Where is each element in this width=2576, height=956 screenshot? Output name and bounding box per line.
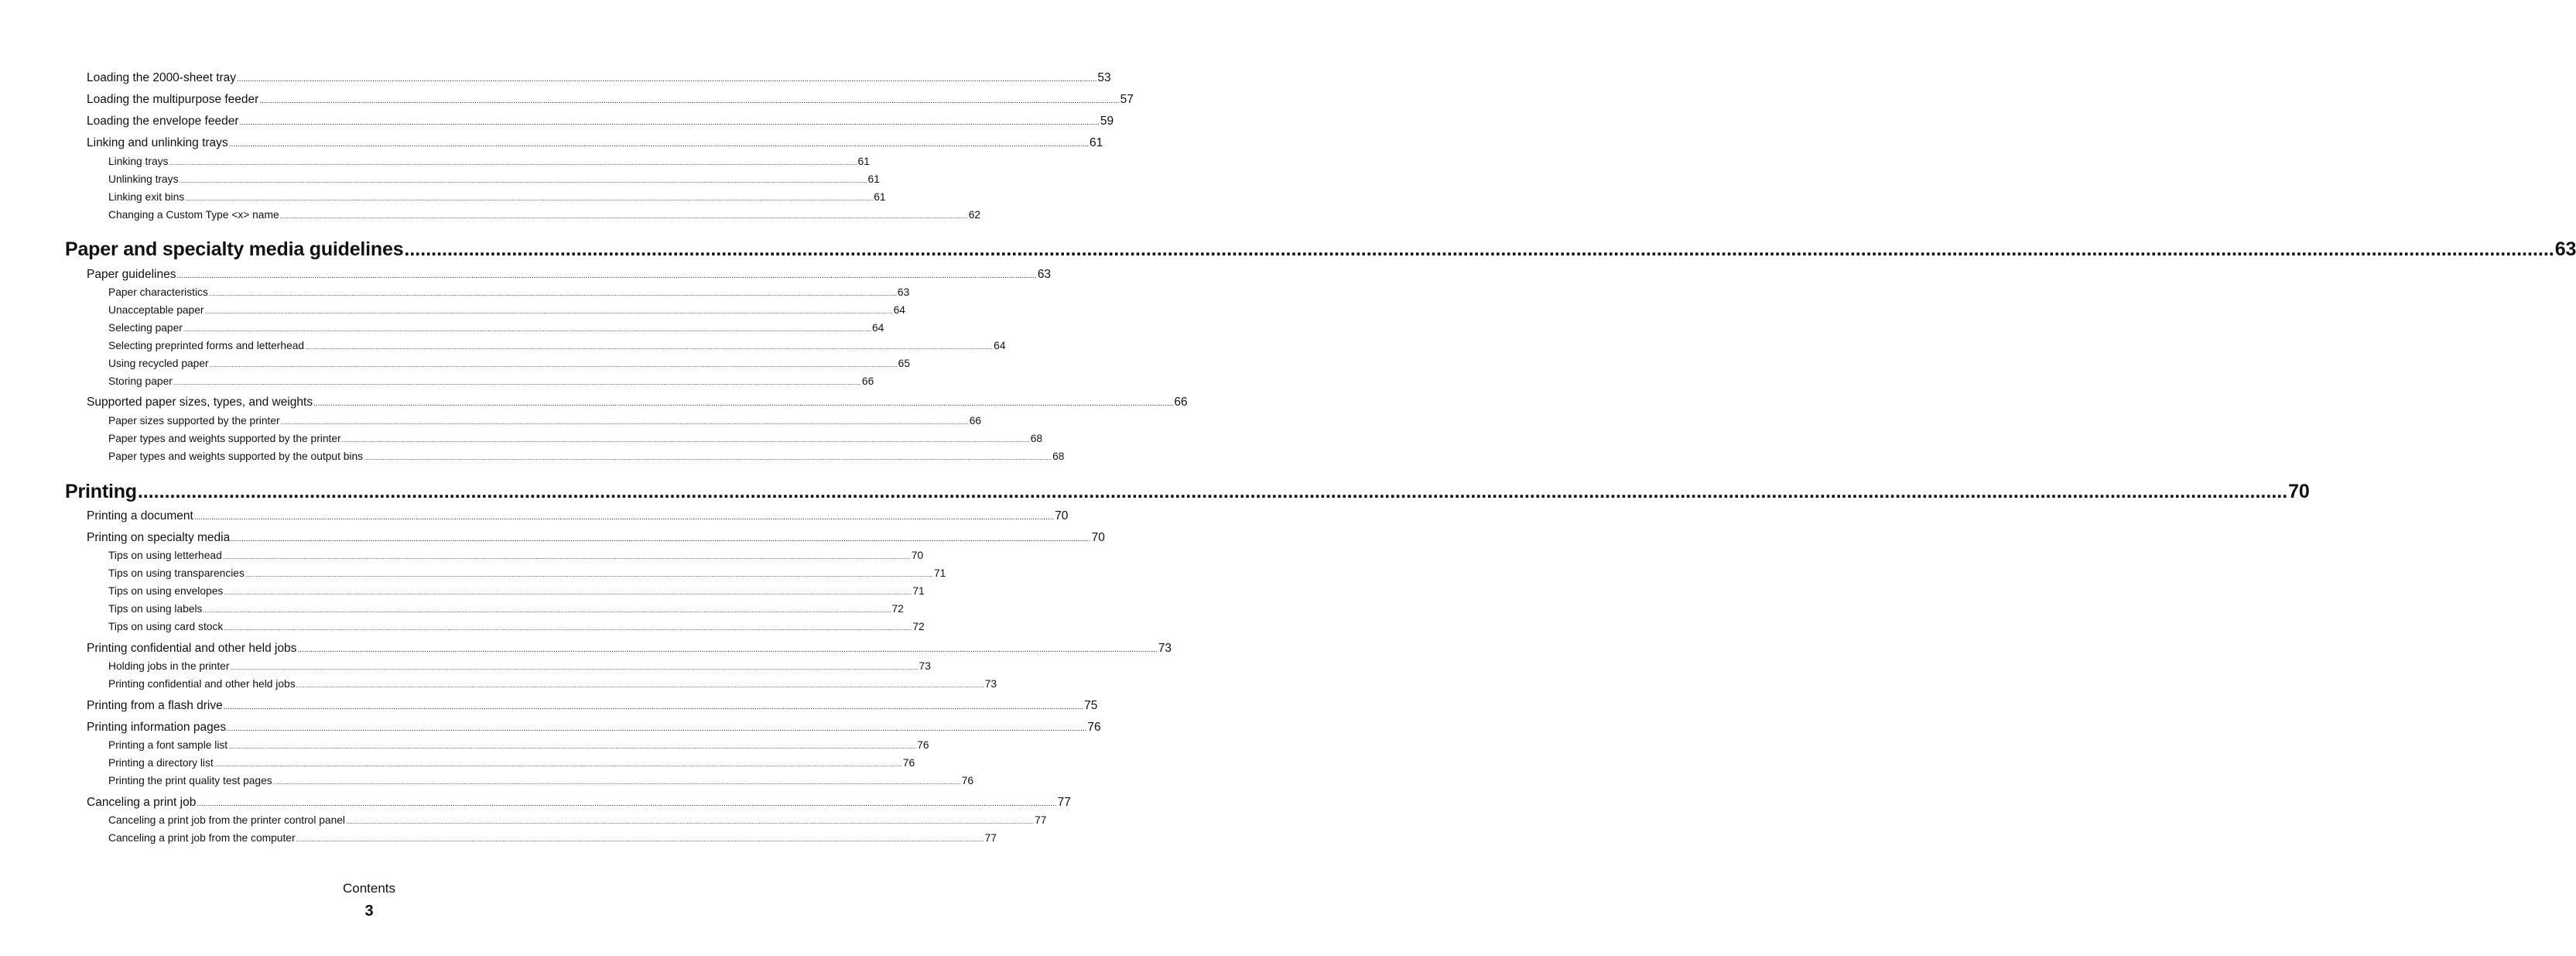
toc-dot-leader: ................................................................................................................................................................................................................................................................................................................................................................................................................ — [296, 682, 984, 689]
toc-dot-leader: ................................................................................................................................................................................................................................................................................................................................................................................................................ — [203, 607, 891, 614]
toc-entry-page: 66 — [969, 415, 982, 427]
toc-entry-title: Unlinking trays — [108, 173, 179, 185]
toc-entry[interactable] — [108, 756, 915, 771]
toc-entry[interactable] — [87, 135, 1103, 152]
toc-entry-page: 59 — [1100, 115, 1114, 128]
toc-entry[interactable] — [108, 566, 946, 581]
toc-entry[interactable] — [87, 394, 1188, 411]
toc-dot-leader: ................................................................................................................................................................................................................................................................................................................................................................................................................ — [193, 513, 1055, 522]
footer-section-label: Contents — [342, 881, 396, 896]
toc-dot-leader: ................................................................................................................................................................................................................................................................................................................................................................................................................ — [341, 437, 1030, 444]
toc-entry[interactable] — [108, 601, 904, 617]
toc-entry-page: 66 — [861, 375, 874, 387]
toc-entry-title: Printing a directory list — [108, 757, 214, 769]
toc-dot-leader: ................................................................................................................................................................................................................................................................................................................................................................................................................ — [137, 481, 2288, 502]
toc-dot-leader: ................................................................................................................................................................................................................................................................................................................................................................................................................ — [222, 553, 911, 560]
toc-entry[interactable] — [108, 154, 870, 170]
toc-entry-title: Holding jobs in the printer — [108, 660, 230, 672]
toc-dot-leader: ................................................................................................................................................................................................................................................................................................................................................................................................................ — [176, 272, 1037, 280]
toc-dot-leader: ................................................................................................................................................................................................................................................................................................................................................................................................................ — [237, 75, 1097, 84]
toc-entry[interactable] — [108, 659, 931, 674]
toc-entry-page: 68 — [1030, 433, 1043, 444]
toc-entry-page: 70 — [1055, 509, 1069, 523]
toc-entry-page: 73 — [1158, 642, 1172, 655]
toc-entry[interactable] — [87, 266, 1052, 283]
toc-dot-leader: ................................................................................................................................................................................................................................................................................................................................................................................................................ — [280, 419, 969, 426]
toc-dot-leader: ................................................................................................................................................................................................................................................................................................................................................................................................................ — [185, 195, 874, 202]
toc-entry-title: Tips on using letterhead — [108, 550, 222, 561]
toc-dot-leader: ................................................................................................................................................................................................................................................................................................................................................................................................................ — [313, 399, 1174, 408]
toc-entry-page: 72 — [891, 603, 904, 615]
toc-entry-title: Loading the envelope feeder — [87, 115, 239, 128]
toc-entry[interactable] — [108, 338, 1006, 354]
toc-entry[interactable] — [108, 584, 925, 599]
toc-dot-leader: ................................................................................................................................................................................................................................................................................................................................................................................................................ — [346, 818, 1035, 825]
toc-entry-page: 72 — [912, 621, 925, 632]
toc-dot-leader: ................................................................................................................................................................................................................................................................................................................................................................................................................ — [297, 646, 1158, 654]
toc-entry-page: 77 — [1057, 796, 1071, 809]
toc-entry-page: 64 — [871, 322, 884, 334]
toc-entry-page: 61 — [867, 173, 880, 185]
toc-dot-leader: ................................................................................................................................................................................................................................................................................................................................................................................................................ — [179, 177, 867, 184]
toc-entry[interactable] — [108, 303, 905, 318]
toc-dot-leader: ................................................................................................................................................................................................................................................................................................................................................................................................................ — [224, 625, 912, 632]
toc-dot-leader: ................................................................................................................................................................................................................................................................................................................................................................................................................ — [305, 344, 994, 351]
footer-page-number: 3 — [364, 903, 374, 920]
toc-entry-title: Selecting preprinted forms and letterhead — [108, 340, 305, 351]
toc-dot-leader: ................................................................................................................................................................................................................................................................................................................................................................................................................ — [169, 159, 857, 166]
toc-entry-title: Printing — [65, 481, 137, 502]
toc-entry-page: 66 — [1174, 396, 1188, 409]
toc-entry-title: Printing the print quality test pages — [108, 775, 272, 786]
toc-entry-title: Printing confidential and other held jobs — [87, 642, 297, 655]
toc-dot-leader: ................................................................................................................................................................................................................................................................................................................................................................................................................ — [204, 308, 893, 315]
toc-dot-leader: ................................................................................................................................................................................................................................................................................................................................................................................................................ — [173, 379, 861, 386]
toc-entry[interactable] — [108, 413, 982, 429]
toc-entry-page: 70 — [911, 550, 924, 561]
toc-entry[interactable] — [108, 773, 974, 789]
toc-entry-title: Loading the 2000-sheet tray — [87, 71, 237, 84]
toc-dot-leader: ................................................................................................................................................................................................................................................................................................................................................................................................................ — [208, 290, 897, 297]
toc-dot-leader: ................................................................................................................................................................................................................................................................................................................................................................................................................ — [214, 761, 902, 768]
toc-entry[interactable] — [87, 91, 1134, 108]
toc-dot-leader: ................................................................................................................................................................................................................................................................................................................................................................................................................ — [404, 238, 2554, 260]
toc-dot-leader: ................................................................................................................................................................................................................................................................................................................................................................................................................ — [272, 779, 961, 786]
toc-chapter-entry[interactable] — [65, 236, 2576, 262]
toc-dot-leader: ................................................................................................................................................................................................................................................................................................................................................................................................................ — [231, 535, 1091, 543]
toc-entry-title: Tips on using card stock — [108, 621, 224, 632]
toc-entry-title: Paper sizes supported by the printer — [108, 415, 280, 427]
toc-dot-leader: ................................................................................................................................................................................................................................................................................................................................................................................................................ — [228, 140, 1089, 149]
toc-entry-title: Selecting paper — [108, 322, 183, 334]
toc-entry-page: 63 — [1037, 268, 1052, 281]
toc-entry-title: Printing from a flash drive — [87, 699, 223, 712]
toc-dot-leader: ................................................................................................................................................................................................................................................................................................................................................................................................................ — [223, 703, 1084, 711]
toc-entry[interactable] — [108, 207, 981, 223]
toc-entry-page: 76 — [1087, 721, 1101, 734]
toc-dot-leader: ................................................................................................................................................................................................................................................................................................................................................................................................................ — [227, 725, 1087, 733]
toc-entry-page: 64 — [994, 340, 1006, 351]
toc-dot-leader: ................................................................................................................................................................................................................................................................................................................................................................................................................ — [245, 571, 933, 578]
toc-entry[interactable] — [87, 508, 1069, 525]
toc-entry-page: 63 — [897, 286, 910, 298]
toc-entry-page: 73 — [984, 678, 997, 690]
toc-entry-page: 62 — [968, 209, 981, 221]
toc-entry-title: Loading the multipurpose feeder — [87, 93, 259, 106]
toc-entry[interactable] — [87, 113, 1114, 130]
toc-dot-leader: ................................................................................................................................................................................................................................................................................................................................................................................................................ — [230, 664, 919, 671]
toc-dot-leader: ................................................................................................................................................................................................................................................................................................................................................................................................................ — [239, 118, 1100, 127]
toc-entry-title: Supported paper sizes, types, and weights — [87, 396, 313, 409]
toc-entry[interactable] — [87, 697, 1098, 714]
toc-entry-page: 73 — [919, 660, 931, 672]
toc-dot-leader: ................................................................................................................................................................................................................................................................................................................................................................................................................ — [224, 589, 912, 596]
toc-entry-title: Paper types and weights supported by the output bins — [108, 451, 364, 462]
toc-entry-page: 57 — [1120, 93, 1134, 106]
toc-entry[interactable] — [108, 190, 886, 205]
toc-entry-title: Tips on using envelopes — [108, 585, 224, 597]
toc-dot-leader: ................................................................................................................................................................................................................................................................................................................................................................................................................ — [296, 836, 984, 843]
toc-entry-title: Printing on specialty media — [87, 531, 231, 544]
toc-entry-title: Canceling a print job — [87, 796, 197, 809]
toc-dot-leader: ................................................................................................................................................................................................................................................................................................................................................................................................................ — [279, 213, 968, 220]
toc-entry-title: Linking and unlinking trays — [87, 136, 228, 149]
toc-entry-title: Printing information pages — [87, 721, 227, 734]
toc-entry-title: Storing paper — [108, 375, 173, 387]
toc-entry-title: Printing confidential and other held jobs — [108, 678, 296, 690]
toc-entry[interactable] — [108, 738, 929, 753]
toc-entry-page: 61 — [1090, 136, 1103, 149]
toc-entry-title: Printing a font sample list — [108, 739, 228, 751]
toc-dot-leader: ................................................................................................................................................................................................................................................................................................................................................................................................................ — [259, 97, 1120, 105]
toc-entry-page: 61 — [874, 191, 886, 203]
toc-entry-page: 53 — [1097, 71, 1111, 84]
toc-entry-page: 61 — [857, 156, 870, 167]
toc-entry[interactable] — [87, 529, 1105, 547]
toc-dot-leader: ................................................................................................................................................................................................................................................................................................................................................................................................................ — [197, 800, 1057, 808]
toc-entry-title: Linking exit bins — [108, 191, 185, 203]
toc-entry-page: 70 — [1091, 531, 1105, 544]
toc-dot-leader: ................................................................................................................................................................................................................................................................................................................................................................................................................ — [183, 326, 871, 333]
toc-entry[interactable] — [108, 813, 1047, 828]
toc-entry-page: 65 — [898, 358, 911, 369]
toc-entry[interactable] — [108, 374, 874, 389]
toc-entry[interactable] — [108, 449, 1065, 464]
toc-entry-page: 71 — [912, 585, 925, 597]
toc-entry-page: 68 — [1052, 451, 1065, 462]
toc-entry-page: 75 — [1084, 699, 1098, 712]
toc-entry[interactable] — [87, 794, 1071, 811]
toc-entry-page: 71 — [933, 567, 946, 579]
toc-entry-title: Tips on using transparencies — [108, 567, 245, 579]
toc-entry-title: Paper and specialty media guidelines — [65, 238, 404, 260]
toc-dot-leader: ................................................................................................................................................................................................................................................................................................................................................................................................................ — [364, 454, 1052, 461]
toc-dot-leader: ................................................................................................................................................................................................................................................................................................................................................................................................................ — [228, 743, 917, 750]
toc-entry[interactable] — [108, 619, 925, 635]
toc-dot-leader: ................................................................................................................................................................................................................................................................................................................................................................................................................ — [209, 361, 898, 368]
toc-entry[interactable] — [87, 70, 1111, 87]
toc-chapter-entry[interactable] — [65, 478, 2310, 505]
toc-entry[interactable] — [87, 640, 1172, 657]
toc-entry[interactable] — [108, 831, 997, 846]
toc-entry-title: Unacceptable paper — [108, 304, 204, 316]
toc-entry[interactable] — [87, 719, 1101, 736]
toc-entry-page: 77 — [984, 832, 997, 844]
toc-entry[interactable] — [108, 285, 910, 300]
toc-entry[interactable] — [108, 548, 924, 564]
toc-entry-title: Paper guidelines — [87, 268, 176, 281]
toc-entry[interactable] — [108, 356, 911, 372]
toc-entry-page: 76 — [961, 775, 974, 786]
toc-entry-title: Tips on using labels — [108, 603, 203, 615]
toc-entry[interactable] — [108, 431, 1043, 447]
toc-entry-page: 63 — [2554, 238, 2576, 260]
toc-entry-title: Using recycled paper — [108, 358, 209, 369]
toc-entry-page: 70 — [2288, 481, 2310, 502]
toc-entry-page: 76 — [902, 757, 915, 769]
toc-entry-title: Linking trays — [108, 156, 169, 167]
toc-entry-page: 76 — [917, 739, 929, 751]
toc-entry-page: 64 — [893, 304, 905, 316]
toc-entry-title: Canceling a print job from the printer control panel — [108, 814, 345, 826]
toc-entry-title: Printing a document — [87, 509, 193, 523]
toc-entry-page: 77 — [1035, 814, 1047, 826]
toc-entry-title: Paper types and weights supported by the printer — [108, 433, 341, 444]
toc-entry-title: Canceling a print job from the computer — [108, 832, 296, 844]
toc-entry[interactable] — [108, 172, 880, 187]
toc-entry[interactable] — [108, 320, 884, 336]
toc-entry-title: Changing a Custom Type <x> name — [108, 209, 279, 221]
toc-entry-title: Paper characteristics — [108, 286, 208, 298]
toc-entry[interactable] — [108, 677, 997, 692]
